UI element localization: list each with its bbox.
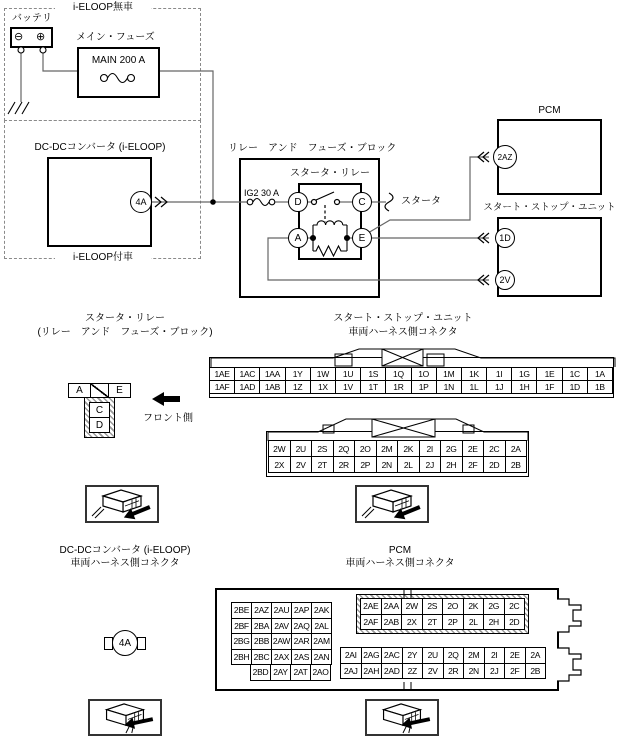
ground-symbol: [8, 102, 29, 114]
pin-cell: 1R: [386, 381, 410, 393]
pin-cell: 2W: [402, 599, 422, 614]
with-ieloop-label: i-ELOOP付車: [55, 252, 151, 264]
pin-cell: 1T: [361, 381, 385, 393]
relay-terminal-a: A: [288, 228, 308, 248]
pin-cell: 2AQ: [292, 619, 311, 634]
pin-cell: 2AB: [382, 615, 402, 630]
pin-cell: 2BH: [232, 650, 251, 665]
pin-cell: 2N: [377, 457, 398, 472]
pin-cell: 2AI: [341, 648, 361, 663]
main-fuse-symbol: [101, 74, 135, 83]
pcm-table-left: [231, 602, 332, 665]
pin-cell: 2AX: [272, 650, 291, 665]
pin-cell: 2U: [291, 441, 312, 456]
pin-cell: 1V: [336, 381, 360, 393]
pin-cell: 2AR: [292, 634, 311, 649]
pin-cell: 2AS: [292, 650, 311, 665]
pcm-table-right-top: [360, 598, 525, 630]
pin-cell: 2U: [423, 648, 443, 663]
relay-coil-resistor-symbol: [311, 221, 350, 256]
pin-cell: 2BC: [252, 650, 271, 665]
pin-cell: 2AO: [311, 665, 330, 680]
pin-cell: 2AJ: [341, 664, 361, 679]
pin-cell: 1I: [487, 368, 511, 380]
pin-cell: 2V: [291, 457, 312, 472]
ssu-table2-profile: [266, 414, 530, 442]
pin-cell: 1AF: [210, 381, 234, 393]
pin-cell: 2L: [398, 457, 419, 472]
pin-cell: 1D: [563, 381, 587, 393]
dcdc-connector-photo-box: [88, 699, 162, 736]
front-side-label: フロント側: [143, 413, 193, 424]
connector-icon: [87, 487, 157, 521]
pin-cell: 2M: [377, 441, 398, 456]
pin-cell: 2AL: [312, 619, 331, 634]
dcdc-connector-title: DC-DCコンバータ (i-ELOOP): [59, 545, 191, 556]
pin-cell: 2F: [505, 664, 525, 679]
front-direction-arrow: [152, 392, 182, 407]
pin-cell: 1Q: [386, 368, 410, 380]
pin-cell: 2T: [423, 615, 443, 630]
pcm-connector-title: PCM: [388, 545, 412, 556]
pin-cell: 2H: [484, 615, 504, 630]
pin-cell: 1J: [487, 381, 511, 393]
pin-cell: 2E: [463, 441, 484, 456]
pin-cell: 2AA: [382, 599, 402, 614]
pin-cell: 1U: [336, 368, 360, 380]
pin-cell: 2BD: [251, 665, 270, 680]
ssu-table2: [268, 440, 527, 473]
pin-cell: 2AN: [312, 650, 331, 665]
pin-cell: 2E: [505, 648, 525, 663]
ssu-connector-subtitle: 車両ハーネス側コネクタ: [348, 327, 458, 338]
pin-cell: 2G: [441, 441, 462, 456]
junction-dot: [210, 199, 216, 205]
pcm-table-left-bottom-row: [250, 664, 331, 681]
relay-conn-cell-d: D: [89, 417, 110, 433]
pin-cell: 2AZ: [252, 603, 271, 618]
relay-conn-cell-c: C: [89, 402, 110, 418]
pin-cell: 2L: [464, 615, 484, 630]
pin-cell: 2AY: [271, 665, 290, 680]
relay-conn-cell-a: A: [68, 383, 91, 398]
pin-cell: 2BB: [252, 634, 271, 649]
pin-cell: 1H: [512, 381, 536, 393]
pin-cell: 2N: [464, 664, 484, 679]
pin-cell: 1F: [537, 381, 561, 393]
pin-cell: 2Q: [334, 441, 355, 456]
pcm-connector-photo-box: [365, 699, 439, 736]
pin-cell: 2I: [420, 441, 441, 456]
pin-cell: 2K: [464, 599, 484, 614]
relay-terminal-d: D: [288, 192, 308, 212]
wiring-svg: [0, 0, 621, 310]
pin-cell: 2A: [526, 648, 546, 663]
pin-cell: 1M: [437, 368, 461, 380]
battery-minus-symbol: ⊖: [14, 31, 24, 43]
pin-cell: 1AD: [235, 381, 259, 393]
pin-cell: 2J: [420, 457, 441, 472]
pin-cell: 2G: [484, 599, 504, 614]
battery-terminals: [18, 47, 46, 53]
ssu-table1-profile: [209, 346, 617, 368]
pin-cell: 2T: [312, 457, 333, 472]
relay-conn-cell-x: [90, 383, 109, 398]
pin-cell: 1G: [512, 368, 536, 380]
pin-cell: 2AK: [312, 603, 331, 618]
ig2-fuse-symbol: [247, 199, 275, 206]
pin-cell: 1Z: [286, 381, 310, 393]
relay-terminal-c: C: [352, 192, 372, 212]
pin-cell: 1AA: [260, 368, 284, 380]
pin-cell: 2P: [355, 457, 376, 472]
no-ieloop-label: i-ELOOP無車: [55, 2, 151, 14]
pin-cell: 1C: [563, 368, 587, 380]
pin-cell: 2AF: [361, 615, 381, 630]
pin-cell: 2C: [484, 441, 505, 456]
pin-cell: 2B: [506, 457, 527, 472]
ig2-fuse-label: IG2 30 A: [244, 188, 280, 198]
pin-cell: 1E: [537, 368, 561, 380]
pin-cell: 2AU: [272, 603, 291, 618]
starter-label: スタータ: [401, 196, 441, 207]
pin-cell: 2O: [443, 599, 463, 614]
pin-cell: 2AG: [362, 648, 382, 663]
pin-cell: 2S: [423, 599, 443, 614]
pin-cell: 2Q: [444, 648, 464, 663]
start-stop-unit-label: スタート・ストップ・ユニット: [483, 202, 616, 213]
relay-switch-symbol: [312, 192, 340, 222]
pcm-connector-subtitle: 車両ハーネス側コネクタ: [345, 558, 455, 569]
pin-cell: 2AP: [292, 603, 311, 618]
ssu-connector-photo-box: [355, 485, 429, 523]
pin-cell: 1K: [462, 368, 486, 380]
pin-cell: 2BA: [252, 619, 271, 634]
pin-cell: 2BE: [232, 603, 251, 618]
relay-fuse-block-label: リレー アンド フューズ・ブロック: [228, 143, 397, 154]
pin-cell: 1W: [311, 368, 335, 380]
connector-icon: [367, 701, 437, 734]
pin-cell: 2AH: [362, 664, 382, 679]
pcm-connector-notches: [396, 586, 420, 694]
connector-icon: [357, 487, 427, 521]
pin-cell: 2F: [463, 457, 484, 472]
ssu-table1: [209, 367, 613, 394]
pin-cell: 2D: [505, 615, 525, 630]
pin-cell: 2AM: [312, 634, 331, 649]
pin-cell: 2AC: [382, 648, 402, 663]
pin-cell: 2H: [441, 457, 462, 472]
pin-cell: 1AE: [210, 368, 234, 380]
pin-cell: 2V: [423, 664, 443, 679]
pcm-pin-2az: 2AZ: [493, 145, 517, 169]
dcdc-connector-pin-4a: 4A: [112, 630, 138, 656]
battery-label: バッテリ: [12, 13, 52, 24]
pin-cell: 2B: [526, 664, 546, 679]
pin-cell: 2BF: [232, 619, 251, 634]
relay-connector-photo-box: [85, 485, 159, 523]
pin-cell: 2A: [506, 441, 527, 456]
pin-cell: 2S: [312, 441, 333, 456]
pin-cell: 1A: [588, 368, 612, 380]
pcm-table-right-bottom: [340, 647, 546, 679]
pin-cell: 2AV: [272, 619, 291, 634]
pin-cell: 2R: [334, 457, 355, 472]
pin-cell: 1O: [412, 368, 436, 380]
pin-cell: 1N: [437, 381, 461, 393]
pin-cell: 2M: [464, 648, 484, 663]
pin-cell: 1L: [462, 381, 486, 393]
pin-cell: 1AC: [235, 368, 259, 380]
pin-cell: 1S: [361, 368, 385, 380]
pin-cell: 2X: [402, 615, 422, 630]
dcdc-pin-4a: 4A: [130, 191, 152, 213]
pin-cell: 2W: [269, 441, 290, 456]
pin-cell: 2I: [485, 648, 505, 663]
dcdc-conn-tab-right: [137, 637, 146, 650]
starter-relay-label: スタータ・リレー: [290, 168, 370, 179]
pin-cell: 2C: [505, 599, 525, 614]
pin-cell: 1X: [311, 381, 335, 393]
relay-connector-title: スタータ・リレー: [85, 313, 165, 324]
connector-chevrons: [155, 152, 489, 285]
relay-conn-cell-e: E: [108, 383, 131, 398]
pin-cell: 1P: [412, 381, 436, 393]
connector-icon: [90, 701, 160, 734]
relay-connector-subtitle: (リレー アンド フューズ・ブロック): [37, 327, 213, 338]
pin-cell: 2AW: [272, 634, 291, 649]
main-fuse-label: メイン・フューズ: [76, 32, 155, 43]
ssu-connector-title: スタート・ストップ・ユニット: [333, 313, 473, 324]
pin-cell: 2P: [443, 615, 463, 630]
pin-cell: 1B: [588, 381, 612, 393]
ssu-pin-1d: 1D: [495, 228, 515, 248]
relay-terminal-e: E: [352, 228, 372, 248]
pin-cell: 2AT: [291, 665, 310, 680]
pin-cell: 2J: [485, 664, 505, 679]
ssu-pin-2v: 2V: [495, 270, 515, 290]
pin-cell: 2AE: [361, 599, 381, 614]
pin-cell: 2BG: [232, 634, 251, 649]
dcdc-connector-subtitle: 車両ハーネス側コネクタ: [70, 558, 180, 569]
starter-brace: [385, 193, 393, 211]
pcm-connector-clips: [555, 588, 595, 691]
pin-cell: 2X: [269, 457, 290, 472]
pin-cell: 2D: [484, 457, 505, 472]
pin-cell: 2Y: [403, 648, 423, 663]
pin-cell: 2K: [398, 441, 419, 456]
pin-cell: 2R: [444, 664, 464, 679]
pin-cell: 1AB: [260, 381, 284, 393]
pin-cell: 2O: [355, 441, 376, 456]
pin-cell: 2Z: [403, 664, 423, 679]
pin-cell: 1Y: [286, 368, 310, 380]
pcm-label: PCM: [538, 105, 561, 116]
battery-plus-symbol: ⊕: [36, 31, 46, 43]
main-fuse-rating: MAIN 200 A: [91, 55, 146, 66]
pin-cell: 2AD: [382, 664, 402, 679]
dcdc-label: DC-DCコンバータ (i-ELOOP): [34, 142, 166, 153]
